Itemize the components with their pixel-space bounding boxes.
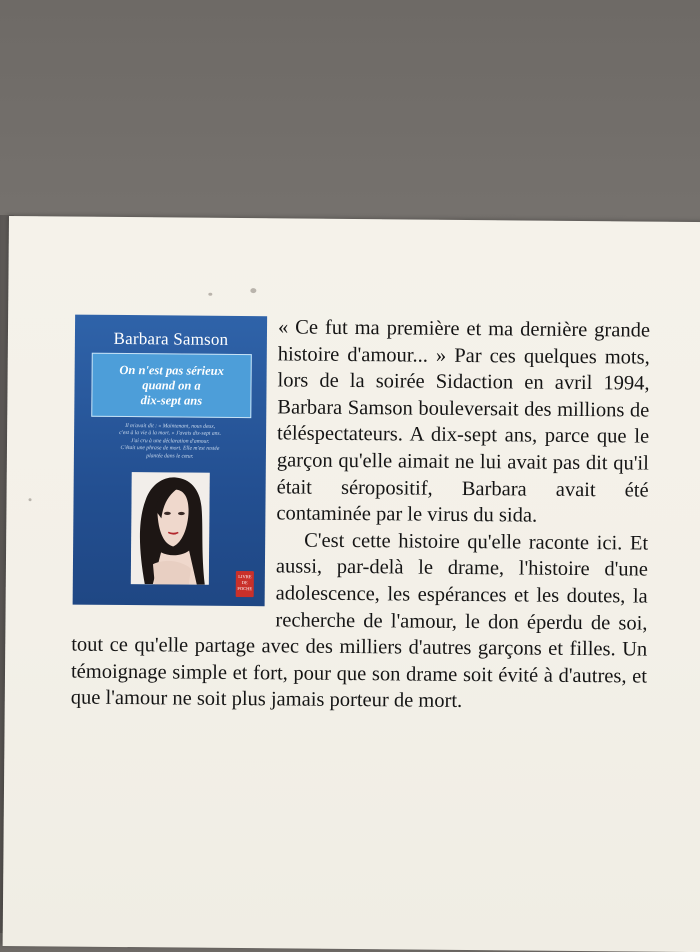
cover-title-line: On n'est pas sérieux [119,362,224,378]
summary-paragraph-1: « Ce fut ma première et ma dernière grande histoire d'amour... » Par ces quelques mots, lors de la soirée Sidaction en avril 1994, Barbara Samson bouleversait des millions de téléspectateurs. A dix-sept ans, parce que le garçon qu'elle aimait ne lui avait pas dit qu'il était séropositif, Barbara avait été contaminée par le virus du sida. [276,316,651,527]
paper-speck [250,288,256,293]
cover-float-spacer [71,313,272,627]
summary-paragraph-2: C'est cette histoire qu'elle raconte ici. Et aussi, par-delà le drame, l'histoire d'une adolescence, les espérances et les doutes, la recherche de l'amour, le don éperdu de soi, tout ce qu'elle partage avec des milliers d'autres garçons et filles. Un témoignage simple et fort, pour que son drame soit évité à d'autres, et que l'amour ne soit plus jamais porteur de mort. [70,529,649,713]
paper-speck [29,498,32,501]
paper-speck [208,293,212,296]
book-back-cover [3,216,700,952]
publisher-logo-line: DE [241,580,248,586]
cover-author: Barbara Samson [113,328,229,349]
back-cover-text [69,313,650,888]
cover-blurb-line: plantée dans le cœur. [146,452,194,460]
cover-title-line: dix-sept ans [140,392,203,408]
publisher-logo-line: POCHE [237,586,253,592]
cover-title-line: quand on a [142,377,201,393]
cover-blurb-line: Il m'avait dit : « Maintenant, nous deux, [125,423,216,430]
cover-blurb-line: c'est à la vie à la mort. » J'avais dix-sept ans. [119,430,222,438]
cover-blurb-line: J'ai cru à une déclaration d'amour. [130,437,210,445]
publisher-logo-line: LIVRE [238,574,252,580]
cover-blurb-line: C'était une phrase de mort. Elle m'est restée [120,445,220,453]
